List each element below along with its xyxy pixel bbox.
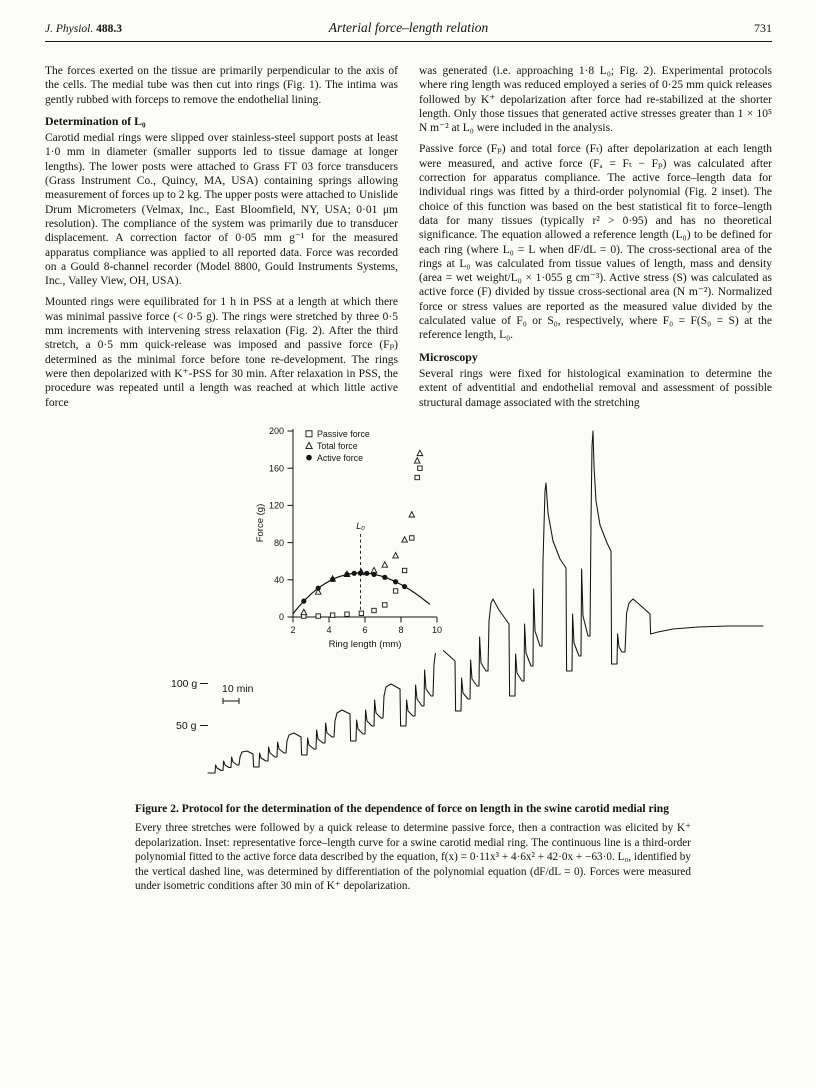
page-header [45, 20, 772, 42]
active-force-point [393, 579, 398, 584]
journal-volume: 488.3 [96, 23, 122, 35]
active-force-point [352, 571, 357, 576]
passive-force-point [393, 589, 397, 593]
y-tick-label: 120 [268, 500, 284, 511]
y-axis-label: Force (g) [255, 503, 266, 543]
active-force-point [358, 570, 363, 575]
figure-2 [45, 421, 772, 894]
page-number: 731 [754, 21, 772, 35]
scale-bars [171, 678, 254, 732]
passive-force-point [330, 613, 334, 617]
x-tick-label: 6 [362, 624, 368, 635]
active-force-point [330, 577, 335, 582]
passive-force-point [415, 475, 419, 479]
active-force-point [344, 572, 349, 577]
legend-label: Total force [317, 440, 358, 451]
passive-force-point [410, 536, 414, 540]
y-tick-label: 200 [268, 426, 284, 437]
passive-legend-marker [306, 431, 312, 437]
journal-name: J. Physiol. [45, 23, 97, 35]
figure-caption-body: Every three stretches were followed by a quick release to determine passive force, then a contraction was elicited by K⁺ depolarization. Inset: representative force–length curve for a swine carotid medial ring. The continuous line is a third-order polynomial fitted to the active force data described by the equation, f(x) = 0·11x³ + 4·6x² + 42·0x + −63·0. L₀, identified by the vertical dashed line, was determined by differentiation of the polynomial equation (dF/dL = 0). Forces were measured under isometric conditions after 30 min of K⁺ depolarization. [135, 822, 691, 893]
active-legend-marker [306, 455, 312, 461]
x-tick-label: 2 [290, 624, 296, 635]
scale-label-100g: 100 g [171, 677, 198, 690]
text-columns [45, 64, 772, 417]
paragraph-analysis: Passive force (Fₚ) and total force (Fₜ) after depolarization at each length were measured, and active force (Fₐ = Fₜ − Fₚ) was calculated after correction for apparatus compliance. The active force–length data for individual rings was fitted by a third-order polynomial (Fig. 2 inset). The choice of this function was based on the best statistical fit to force–length data for many tissues (typically r² > 0·95) and has no theoretical significance. The equation allowed a reference length (L₀) to be defined for each ring (where L₀ = L when dF/dL = 0). The cross-sectional area of the rings at L₀ was calculated from tissue values of length, mass and density (area = wet weight/L₀ × 1·055 g cm⁻³). Active stress (S) was calculated as active force (F) divided by tissue cross-sectional area (N m⁻²). Normalized force or stress values are reported as the measured value divided by the calculated value of F₀ or S₀, respectively, where F₀ = F(S₀ = S) at the reference length, L₀. [419, 143, 772, 342]
y-tick-label: 80 [273, 537, 284, 548]
scale-label-10min: 10 min [222, 682, 254, 695]
y-tick-label: 160 [268, 463, 284, 474]
figure-2-plot-area [163, 421, 772, 794]
right-column [419, 64, 772, 417]
passive-force-point [345, 612, 349, 616]
y-tick-label: 40 [273, 574, 284, 585]
x-tick-label: 10 [431, 624, 443, 635]
active-force-point [316, 585, 321, 590]
legend-label: Passive force [317, 428, 370, 439]
active-force-point [402, 584, 407, 589]
figure-2-svg [163, 421, 791, 789]
passive-force-point [418, 466, 422, 470]
paragraph-apparatus: Carotid medial rings were slipped over stainless-steel support posts at least 1·0 mm in diameter (smaller supports led to tissue damage at longer lengths). The lower posts were attached to Grass FT 03 force transducers (Grass Instrument Co., Quincy, MA, USA) containing springs allowing measurement of forces up to 2 kg. The upper posts were attached to Unislide Drum Micrometers (Velmax, Inc., East Bloomfield, NY, USA; 0·01 μm resolution). The compliance of the system was primarily due to transducer displacement. A correction factor of 0·05 mm g⁻¹ for the measured apparatus compliance was applied to all reported data. Force was recorded on a Gould 8-channel recorder (Model 8800, Gould Instruments Systems, Inc., Valley View, OH, USA). [45, 132, 398, 288]
passive-force-point [372, 608, 376, 612]
running-title: Arterial force–length relation [328, 20, 489, 35]
x-tick-label: 8 [398, 624, 404, 635]
active-force-point [382, 575, 387, 580]
x-axis-label: Ring length (mm) [328, 638, 402, 650]
passive-force-point [316, 614, 320, 618]
passive-force-point [383, 603, 387, 607]
active-force-point [371, 572, 376, 577]
y-tick-label: 0 [278, 612, 284, 623]
x-tick-label: 4 [326, 624, 332, 635]
section-heading-microscopy: Microscopy [419, 349, 478, 364]
paragraph-protocol: Mounted rings were equilibrated for 1 h in PSS at a length at which there was minimal passive force (< 0·5 g). The rings were stretched by three 0·5 mm increments with intervening stress relaxation (Fig. 2). After the third stretch, a 0·5 mm quick-release was imposed and passive force (Fₚ) determined as the minimal force before tone re-development. The rings were then depolarized with K⁺-PSS for 30 min. After relaxation in PSS, the procedure was repeated until a length was reached at which little active force [45, 296, 398, 409]
scale-label-50g: 50 g [176, 719, 197, 732]
active-force-point [364, 571, 369, 576]
section-heading-determination-l0: Determination of L₀ [45, 113, 146, 128]
paragraph-histology: Several rings were fixed for histological examination to determine the extent of adventitial and endothelial removal and assessment of possible structural damage associated with the stretching [419, 367, 772, 409]
active-force-point [301, 598, 306, 603]
figure-2-caption [135, 802, 691, 894]
l0-label: L₀ [356, 520, 365, 531]
journal-reference [45, 23, 215, 35]
paragraph-generated: was generated (i.e. approaching 1·8 L₀; Fig. 2). Experimental protocols where ring length was reduced employed a series of 0·25 mm quick releases followed by K⁺ depolarization after force had re-stabilized at the shorter length. Only those tissues that generated active stresses greater than 1 × 10⁵ N m⁻² at L₀ were included in the analysis. [419, 65, 772, 135]
passive-force-point [402, 568, 406, 572]
inset-chart [255, 421, 443, 653]
passive-force-point [359, 611, 363, 615]
figure-caption-title: Figure 2. Protocol for the determination of the dependence of force on length in the swine carotid medial ring [135, 802, 669, 815]
paragraph-forces: The forces exerted on the tissue are primarily perpendicular to the axis of the cells. The medial tube was then cut into rings (Fig. 1). The intima was gently rubbed with forceps to remove the endothelial lining. [45, 65, 398, 106]
legend-label: Active force [317, 452, 363, 463]
left-column [45, 64, 398, 417]
